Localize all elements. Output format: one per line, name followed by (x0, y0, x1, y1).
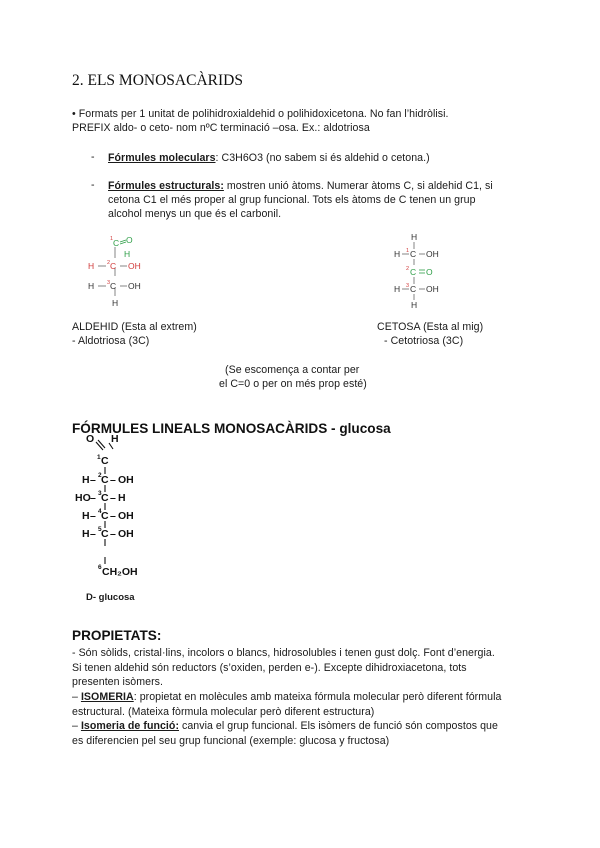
carbon-number-2: 2 (107, 260, 111, 266)
molecular-formula-item (108, 151, 430, 165)
carbon-atom: C (410, 267, 417, 277)
svg-text:–: – (110, 474, 116, 486)
carbon-atom: C (101, 492, 109, 504)
carbon-number-1: 1 (110, 236, 114, 242)
isomeria-label: ISOMERIA (80, 691, 134, 703)
hydrogen-atom: H (112, 298, 119, 308)
glucose-label: D- glucosa (86, 592, 135, 603)
structural-formula-line-2: cetona C1 el més proper al grup funcional. Tots els àtoms de C tenen un grup (108, 194, 476, 206)
carbon-number-5: 5 (98, 526, 102, 533)
carbon-number-2: 2 (98, 472, 102, 479)
linear-formulas-title: FÓRMULES LINEALS MONOSACÀRIDS - glucosa (72, 421, 391, 436)
hydrogen-atom: H (82, 474, 90, 486)
hydroxyl-group: OH (118, 510, 134, 522)
molecular-formula-label: Fórmules moleculars (108, 152, 216, 164)
carbon-number-6: 6 (98, 564, 102, 571)
hydrogen-atom: H (411, 232, 418, 242)
section-title: 2. ELS MONOSACÀRIDS (72, 72, 243, 89)
numbering-note-line-2: el C=0 o per on més prop esté) (219, 378, 367, 390)
carbon-atom: C (110, 261, 117, 271)
intro-line-1: • Formats per 1 unitat de polihidroxialdehid o polihidoxicetona. No fan l’hidròlisi. (72, 108, 449, 120)
carbon-atom: C (110, 281, 117, 291)
glucose-structure (72, 430, 162, 605)
isomeria-text: : propietat en molècules amb mateixa fórmula molecular però diferent fórmula (133, 691, 502, 703)
list-dash: - (91, 151, 95, 163)
hydrogen-atom: H (124, 249, 131, 259)
hydroxymethyl-group: CH₂OH (102, 566, 138, 578)
carbon-atom: C (101, 510, 109, 522)
carbon-atom: C (101, 455, 109, 467)
hydroxyl-group: HO (75, 492, 91, 504)
molecular-formula-text: : C3H6O3 (no sabem si és aldehid o cetona.) (215, 152, 430, 164)
svg-text:–: – (90, 528, 96, 540)
carbon-atom: C (410, 249, 417, 259)
properties-line-3: presenten isòmers. (72, 676, 163, 688)
hydroxyl-group: OH (128, 261, 141, 271)
structural-formula-text: mostren unió àtoms. Numerar àtoms C, si aldehid C1, si (223, 180, 493, 192)
properties-line-2: Si tenen aldehid són reductors (s’oxiden, perden e-). Excepte dihidroxiacetona, tots (72, 662, 467, 674)
isomeria-prefix: – (72, 691, 81, 703)
carbon-number-3: 3 (98, 490, 102, 497)
ketotriose-structure (392, 230, 462, 310)
structural-formula-label: Fórmules estructurals: (108, 180, 224, 192)
hydroxyl-group: OH (118, 528, 134, 540)
functional-isomeria-item (72, 719, 498, 733)
hydrogen-atom: H (411, 300, 418, 310)
ketotriose-caption: - Cetotriosa (3C) (384, 335, 464, 347)
hydroxyl-group: OH (128, 281, 141, 291)
hydrogen-atom: H (394, 284, 401, 294)
list-dash: - (91, 179, 95, 191)
carbon-number-3: 3 (406, 283, 410, 289)
carbon-atom: C (410, 284, 417, 294)
hydrogen-atom: H (82, 528, 90, 540)
svg-text:–: – (90, 474, 96, 486)
carbon-number-1: 1 (406, 248, 410, 254)
hydrogen-atom: H (88, 261, 95, 271)
functional-isomeria-prefix: – (72, 720, 81, 732)
oxygen-atom: O (426, 267, 433, 277)
hydrogen-atom: H (88, 281, 95, 291)
hydroxyl-group: OH (426, 249, 439, 259)
carbon-atom: C (101, 474, 109, 486)
carbon-number-2: 2 (406, 266, 410, 272)
hydroxyl-group: OH (118, 474, 134, 486)
svg-text:–: – (110, 510, 116, 522)
carbon-number-3: 3 (107, 280, 111, 286)
isomeria-item (72, 690, 501, 704)
carbon-number-4: 4 (98, 508, 102, 515)
svg-text:–: – (90, 510, 96, 522)
hydrogen-atom: H (394, 249, 401, 259)
hydroxyl-group: OH (426, 284, 439, 294)
svg-text:–: – (110, 492, 116, 504)
properties-line-1: - Són sòlids, cristal·lins, incolors o blancs, hidrosolubles i tenen gust dolç. Font d’energia. (72, 647, 495, 659)
hydrogen-atom: H (111, 433, 119, 445)
numbering-note-line-1: (Se escomença a contar per (225, 364, 360, 376)
aldotriose-caption: - Aldotriosa (3C) (72, 335, 150, 347)
carbon-atom: C (113, 238, 120, 248)
svg-text:–: – (110, 528, 116, 540)
hydrogen-atom: H (82, 510, 90, 522)
carbon-atom: C (101, 528, 109, 540)
oxygen-atom: O (86, 433, 95, 445)
oxygen-atom: O (126, 235, 133, 245)
functional-isomeria-text: canvia el grup funcional. Els isòmers de funció són compostos que (179, 720, 498, 732)
properties-title: PROPIETATS: (72, 628, 162, 643)
aldehyde-caption: ALDEHID (Esta al extrem) (72, 321, 197, 333)
functional-isomeria-label: Isomeria de funció: (80, 720, 180, 732)
hydrogen-atom: H (118, 492, 126, 504)
intro-line-2: PREFIX aldo- o ceto- nom nºC terminació –osa. Ex.: aldotriosa (72, 122, 370, 134)
ketone-caption: CETOSA (Esta al mig) (377, 321, 484, 333)
structural-formula-item (108, 179, 493, 193)
functional-isomeria-line-2: es diferencien pel seu grup funcional (exemple: glucosa y fructosa) (72, 735, 390, 747)
carbon-number-1: 1 (97, 454, 101, 461)
aldotriose-structure (82, 230, 162, 310)
structural-formula-line-3: alcohol menys un que és el carbonil. (108, 208, 282, 220)
svg-text:–: – (90, 492, 96, 504)
isomeria-line-2: estructural. (Mateixa fòrmula molecular però diferent estructura) (72, 706, 375, 718)
